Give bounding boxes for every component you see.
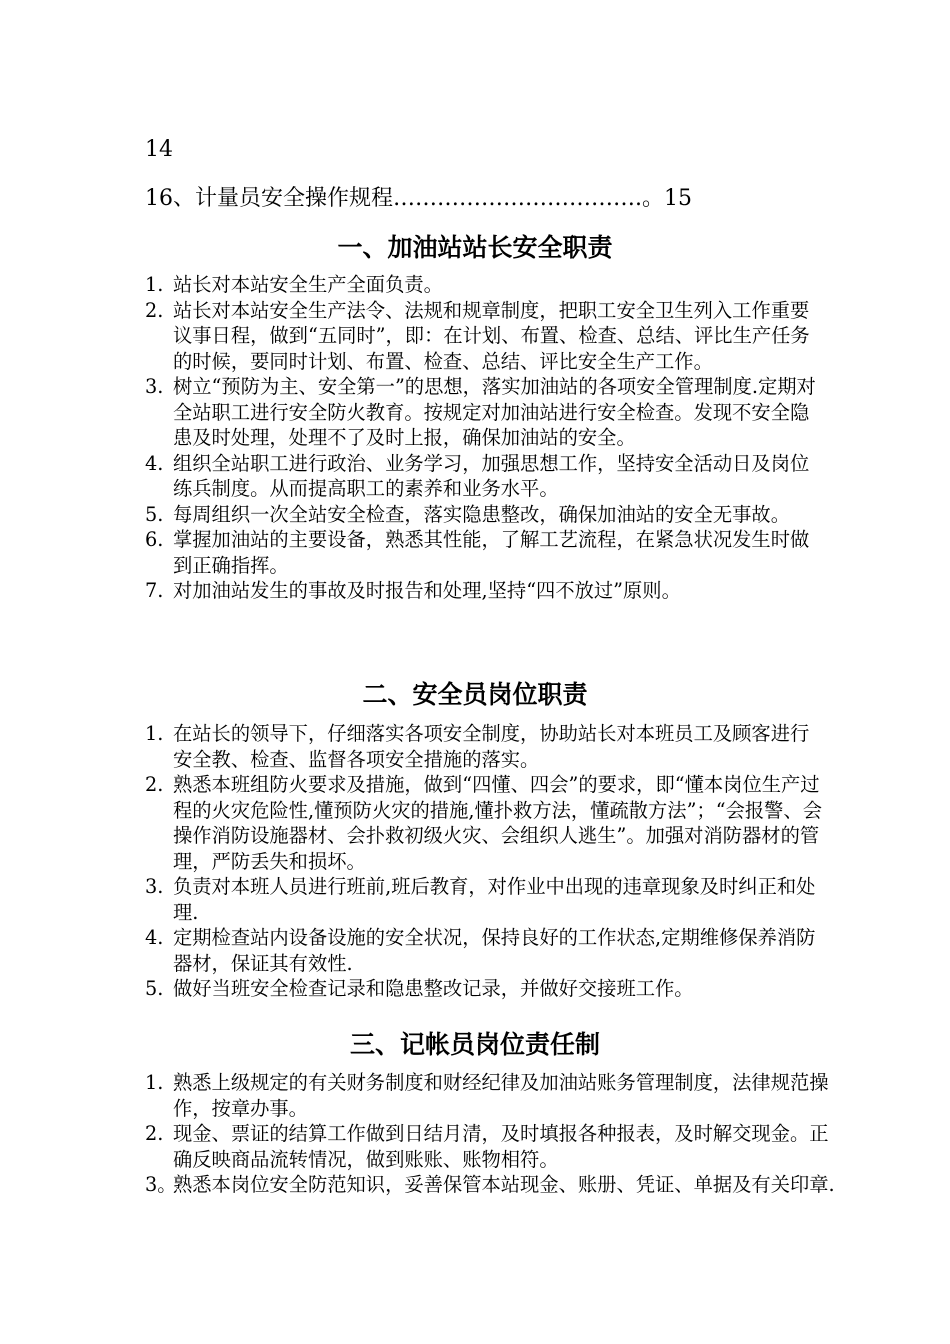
item-number: 4. bbox=[145, 451, 164, 475]
item-number: 3. bbox=[145, 875, 164, 898]
item-text: 组织全站职工进行政治、业务学习，加强思想工作，坚持安全活动日及岗位练兵制度。从而提高职工的素养和业务水平。 bbox=[173, 451, 810, 500]
item-number: 1. bbox=[145, 273, 164, 296]
list-item bbox=[145, 721, 825, 772]
item-text: 在站长的领导下，仔细落实各项安全制度，协助站长对本班员工及顾客进行安全教、检查、监督各项安全措施的落实。 bbox=[173, 722, 810, 771]
list-item bbox=[145, 874, 825, 925]
item-number: 2. bbox=[145, 773, 164, 796]
list-item bbox=[145, 298, 825, 375]
item-number: 6. bbox=[145, 528, 164, 551]
item-text: 熟悉上级规定的有关财务制度和财经纪律及加油站账务管理制度，法律规范操作，按章办事。 bbox=[173, 1071, 829, 1120]
item-number: 5. bbox=[145, 502, 164, 526]
item-number: 1. bbox=[145, 1071, 164, 1094]
item-text: 掌握加油站的主要设备，熟悉其性能，了解工艺流程，在紧急状况发生时做到正确指挥。 bbox=[173, 528, 810, 577]
item-text: 负责对本班人员进行班前,班后教育，对作业中出现的违章现象及时纠正和处理. bbox=[173, 875, 816, 924]
list-item bbox=[145, 527, 825, 578]
item-number: 5. bbox=[145, 977, 164, 1000]
toc-entry-16: 16、计量员安全操作规程…………………………….。15 bbox=[145, 186, 692, 211]
item-text: 现金、票证的结算工作做到日结月清，及时填报各种报表，及时解交现金。正确反映商品流转情况，做到账账、账物相符。 bbox=[173, 1122, 829, 1171]
item-text: 熟悉本班组防火要求及措施，做到“四懂、四会”的要求，即“懂本岗位生产过程的火灾危险性,懂预防火灾的措施,懂扑救方法，懂疏散方法”；“会报警、会操作消防设施器材、会扑救初级火灾、会组织人逃生”。加强对消防器材的管理，严防丢失和损坏。 bbox=[173, 773, 822, 873]
list-item bbox=[145, 976, 825, 1002]
section-3-title: 三、记帐员岗位责任制 bbox=[349, 1030, 600, 1059]
item-text: 对加油站发生的事故及时报告和处理,坚持“四不放过”原则。 bbox=[173, 579, 681, 602]
section-1-list bbox=[145, 272, 825, 604]
item-number: 7. bbox=[145, 579, 164, 602]
item-text: 定期检查站内设备设施的安全状况，保持良好的工作状态,定期维修保养消防器材，保证其有效性. bbox=[173, 926, 816, 975]
section-2-title: 二、安全员岗位职责 bbox=[362, 680, 588, 709]
item-text: 熟悉本岗位安全防范知识，妥善保管本站现金、账册、凭证、单据及有关印章. bbox=[173, 1173, 835, 1196]
item-text: 每周组织一次全站安全检查，落实隐患整改，确保加油站的安全无事故。 bbox=[173, 502, 790, 526]
item-text: 树立“预防为主、安全第一”的思想，落实加油站的各项安全管理制度.定期对全站职工进行安全防火教育。按规定对加油站进行安全检查。发现不安全隐患及时处理，处理不了及时上报，确保加油站的安全。 bbox=[173, 375, 816, 449]
toc-page-number: 14 bbox=[145, 137, 173, 162]
list-item bbox=[145, 1070, 835, 1121]
list-item bbox=[145, 272, 825, 298]
list-item bbox=[145, 502, 825, 528]
item-number: 1. bbox=[145, 722, 164, 745]
item-number: 2. bbox=[145, 298, 164, 322]
item-number: 3. bbox=[145, 375, 164, 398]
section-1-title: 一、加油站站长安全职责 bbox=[337, 233, 613, 262]
list-item bbox=[145, 925, 825, 976]
list-item bbox=[145, 451, 825, 502]
list-item bbox=[145, 772, 825, 874]
list-item bbox=[145, 1172, 835, 1198]
item-text: 站长对本站安全生产法令、法规和规章制度，把职工安全卫生列入工作重要议事日程，做到“五同时”，即：在计划、布置、检查、总结、评比生产任务的时候，要同时计划、布置、检查、总结、评比安全生产工作。 bbox=[173, 298, 810, 373]
list-item bbox=[145, 1121, 835, 1172]
list-item bbox=[145, 374, 825, 451]
list-item bbox=[145, 578, 825, 604]
section-3-list bbox=[145, 1070, 835, 1198]
item-number: 4. bbox=[145, 926, 164, 949]
item-number: 3。 bbox=[145, 1173, 177, 1196]
section-2-list bbox=[145, 721, 825, 1002]
item-number: 2. bbox=[145, 1122, 164, 1145]
item-text: 站长对本站安全生产全面负责。 bbox=[173, 273, 443, 296]
item-text: 做好当班安全检查记录和隐患整改记录，并做好交接班工作。 bbox=[173, 977, 694, 1000]
